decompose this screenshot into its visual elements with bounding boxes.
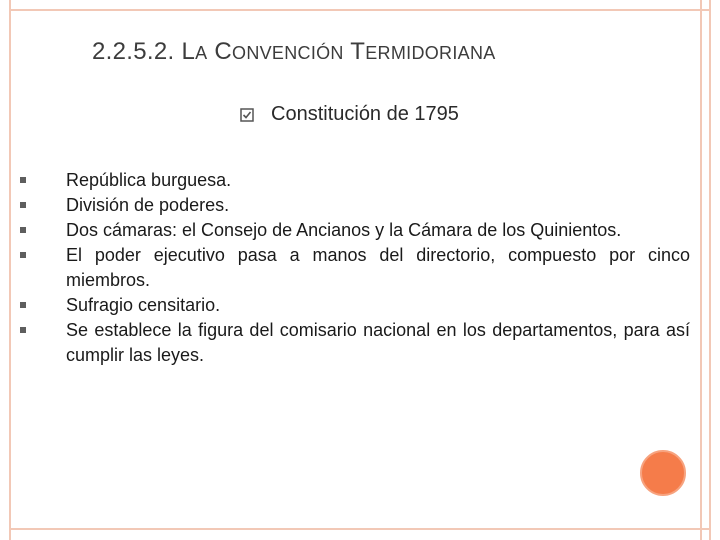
checkbox-icon xyxy=(240,108,254,122)
title-word-2: CONVENCIÓN xyxy=(214,38,344,65)
list-item: Se establece la figura del comisario nacional en los departamentos, para así cumplir las leyes. xyxy=(20,318,690,368)
subtitle-row xyxy=(240,103,459,126)
list-item: Sufragio censitario. xyxy=(20,293,690,318)
bullet-list xyxy=(20,168,690,368)
title-word-1: LA xyxy=(181,38,208,65)
subtitle: Constitución de 1795 xyxy=(271,103,459,125)
square-bullet-icon xyxy=(20,327,26,333)
list-item: El poder ejecutivo pasa a manos del directorio, compuesto por cinco miembros. xyxy=(20,243,690,293)
square-bullet-icon xyxy=(20,252,26,258)
title-number: 2.2.5.2. xyxy=(92,38,175,65)
square-bullet-icon xyxy=(20,202,26,208)
slide-title xyxy=(92,38,496,66)
frame-right-line xyxy=(700,0,702,540)
frame-left-line xyxy=(9,0,11,540)
frame-top-line xyxy=(9,9,711,11)
decorative-circle xyxy=(640,450,686,496)
list-item: Dos cámaras: el Consejo de Ancianos y la Cámara de los Quinientos. xyxy=(20,218,690,243)
frame-right-outer-line xyxy=(709,0,711,540)
list-item: República burguesa. xyxy=(20,168,690,193)
square-bullet-icon xyxy=(20,227,26,233)
title-word-3: TERMIDORIANA xyxy=(350,38,496,65)
list-item: División de poderes. xyxy=(20,193,690,218)
square-bullet-icon xyxy=(20,302,26,308)
square-bullet-icon xyxy=(20,177,26,183)
frame-bottom-line xyxy=(9,528,711,530)
